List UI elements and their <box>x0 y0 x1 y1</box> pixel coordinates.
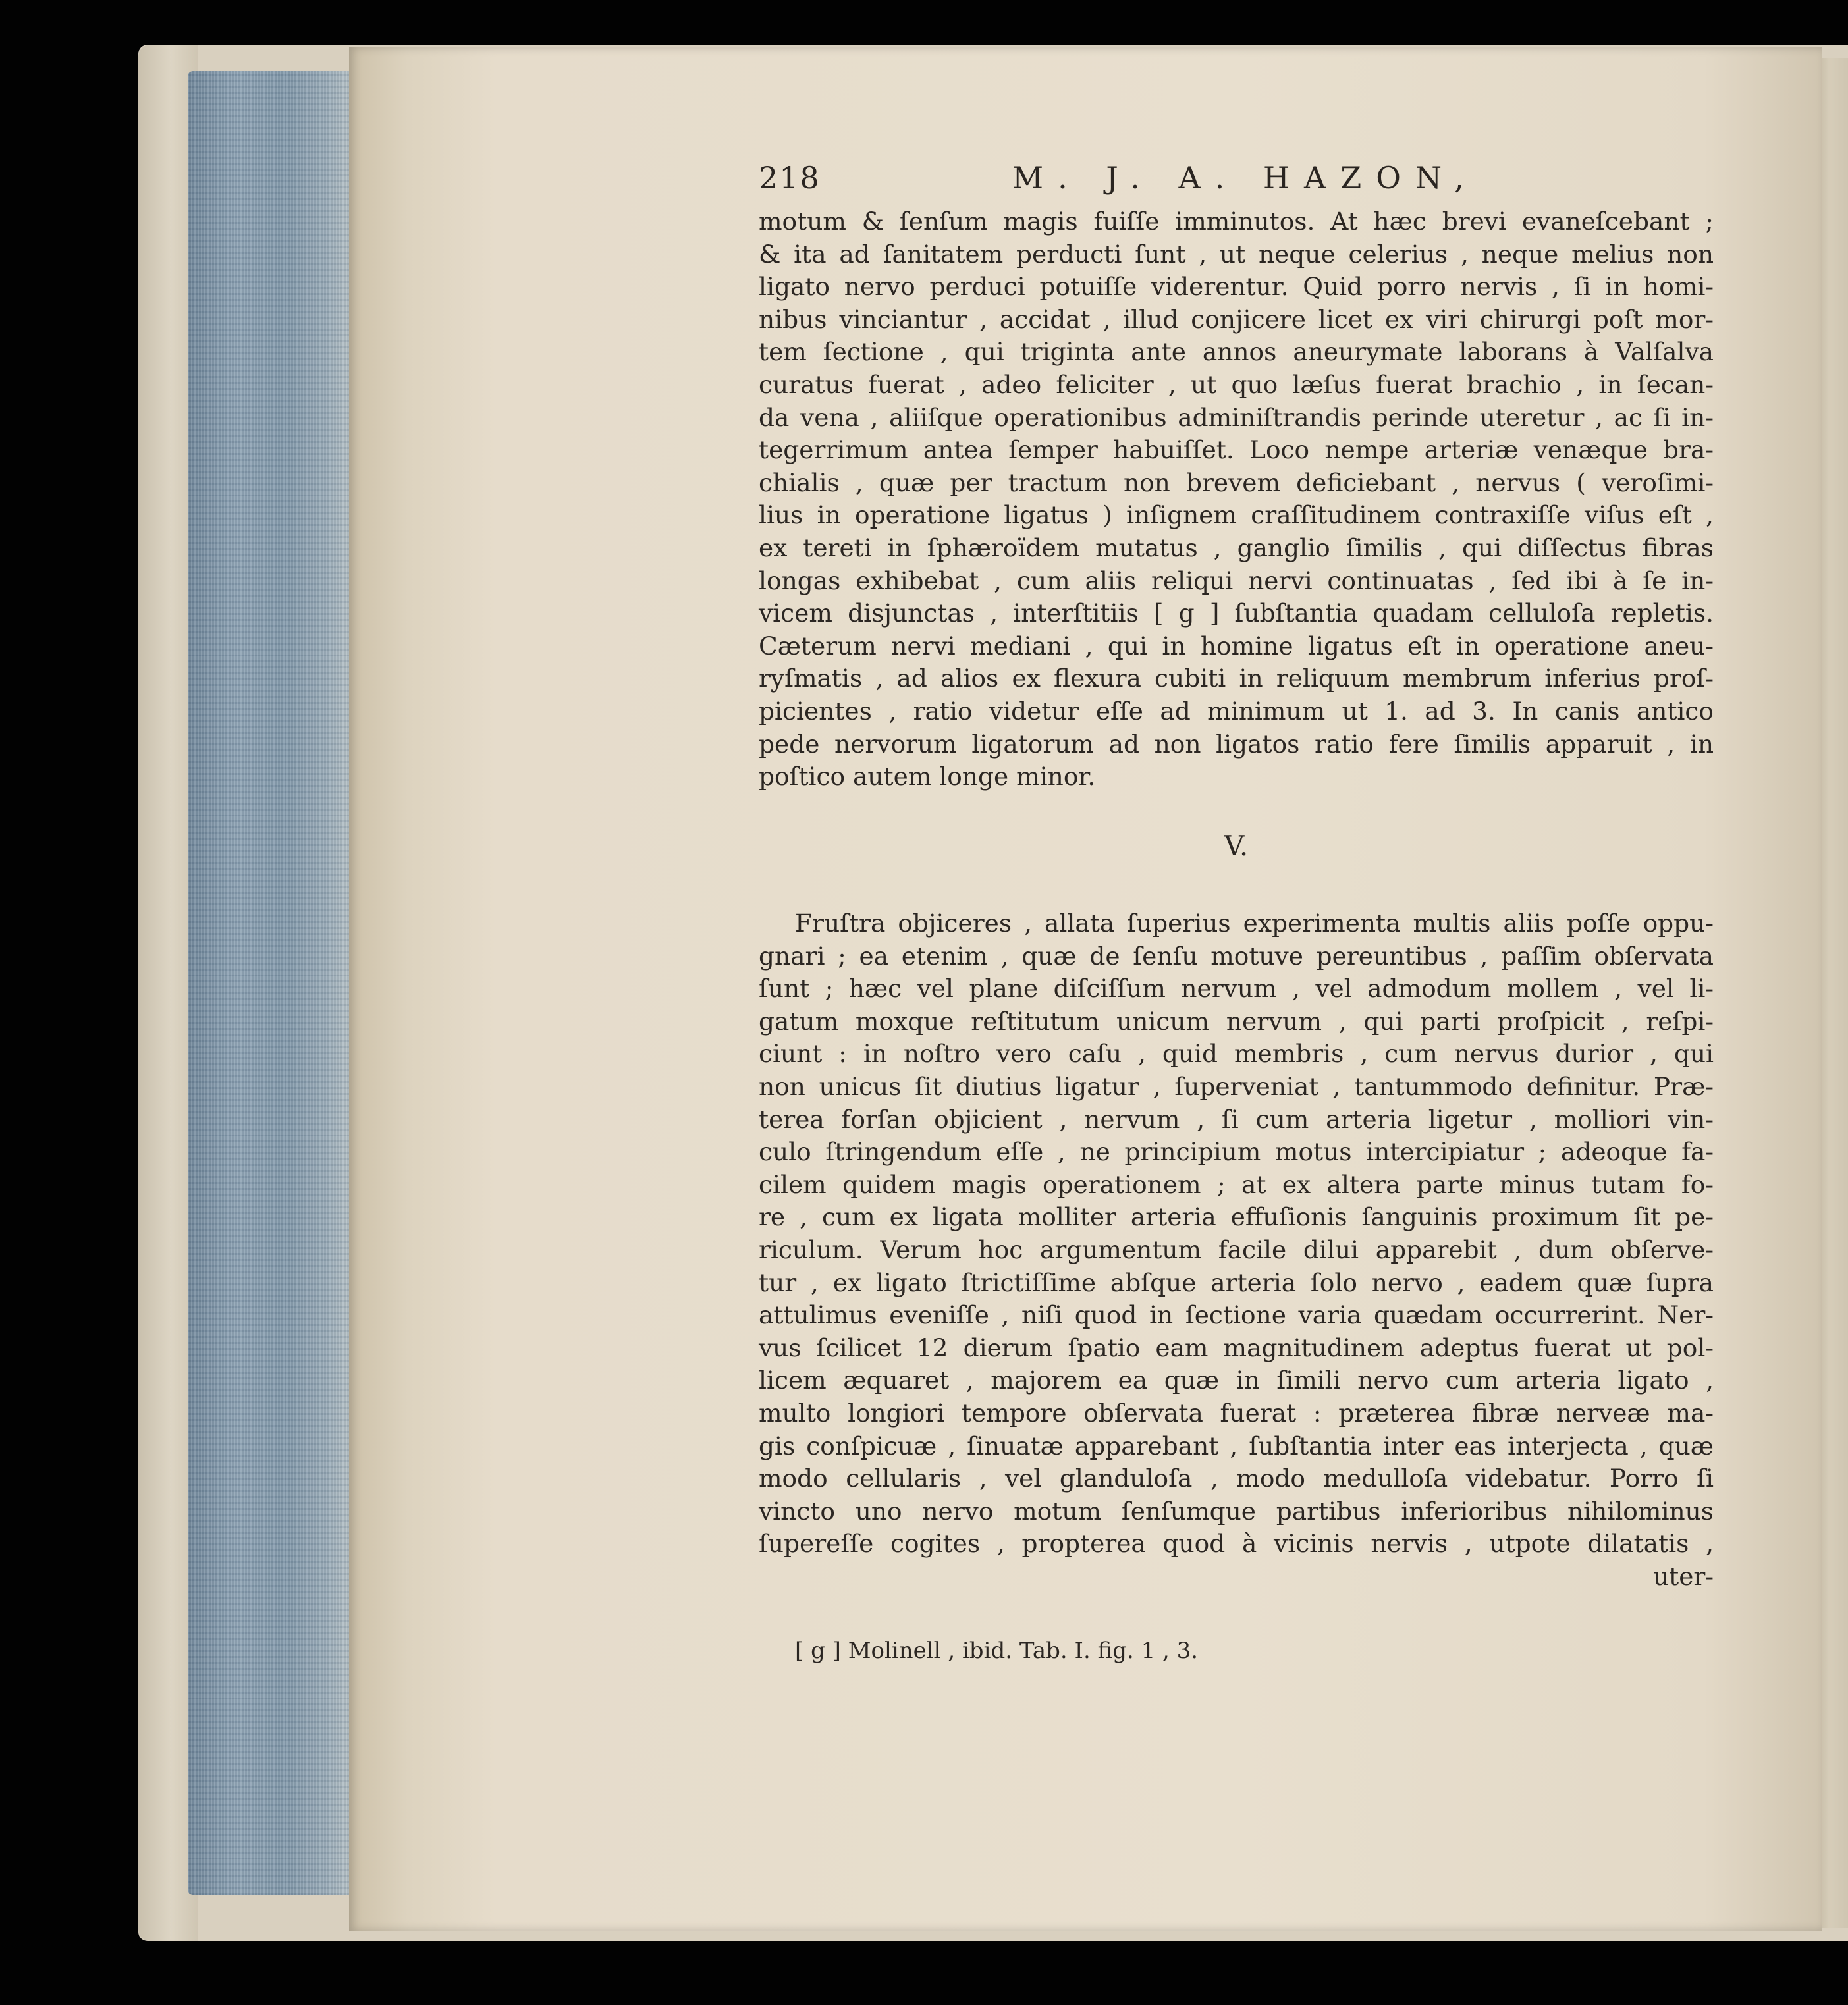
text-line: vicem disjunctas , interſtitiis [ g ] ſubſtantia quadam celluloſa repletis. <box>759 599 1714 628</box>
page-header <box>759 160 1714 200</box>
text-line: tegerrimum antea ſemper habuiſſet. Loco nempe arteriæ venæque bra- <box>759 435 1714 465</box>
page-number: 218 <box>759 160 821 196</box>
text-line: lius in operatione ligatus ) inſignem craſſitudinem contraxiſſe viſus eſt , <box>759 500 1714 530</box>
running-head: M. J. A. HAZON, <box>1012 160 1479 196</box>
text-line: ex tereti in ſphæroïdem mutatus , ganglio ſimilis , qui diſſectus fibras <box>759 533 1714 562</box>
text-line: nibus vinciantur , accidat , illud conjicere licet ex viri chirurgi poſt mor- <box>759 304 1714 334</box>
text-line: ryſmatis , ad alios ex flexura cubiti in reliquum membrum inferius proſ- <box>759 664 1714 693</box>
catchword: uter- <box>1652 1561 1714 1591</box>
text-line: vincto uno nervo motum ſenſumque partibus inferioribus nihilominus <box>759 1496 1714 1526</box>
paragraph-1 <box>759 205 1714 793</box>
text-line: ſupereſſe cogites , propterea quod à vicinis nervis , utpote dilatatis , <box>759 1529 1714 1559</box>
text-line: non unicus ſit diutius ligatur , ſuperveniat , tantummodo definitur. Præ- <box>759 1071 1714 1101</box>
text-line: Fruſtra objiceres , allata ſuperius experimenta multis aliis poſſe oppu- <box>795 909 1714 938</box>
text-line: ciunt : in noſtro vero caſu , quid membris , cum nervus durior , qui <box>759 1039 1714 1069</box>
text-line: riculum. Verum hoc argumentum facile dilui apparebit , dum obſerve- <box>759 1235 1714 1264</box>
text-line: chialis , quæ per tractum non brevem deficiebant , nervus ( veroſimi- <box>759 468 1714 497</box>
text-line: cilem quidem magis operationem ; at ex altera parte minus tutam fo- <box>759 1169 1714 1199</box>
text-line: vus ſcilicet 12 dierum ſpatio eam magnitudinem adeptus fuerat ut pol- <box>759 1333 1714 1362</box>
text-line: ſunt ; hæc vel plane diſciſſum nervum , vel admodum mollem , vel li- <box>759 974 1714 1003</box>
footnote: [ g ] Molinell , ibid. Tab. I. fig. 1 , 3. <box>795 1638 1199 1664</box>
text-line: picientes , ratio videtur eſſe ad minimum ut 1. ad 3. In canis antico <box>759 696 1714 726</box>
text-line: curatus fuerat , adeo feliciter , ut quo læſus fuerat brachio , in ſecan- <box>759 369 1714 399</box>
page-edges <box>188 71 352 1895</box>
text-line: culo ſtringendum eſſe , ne principium motus intercipiatur ; adeoque fa- <box>759 1137 1714 1167</box>
text-line: gnari ; ea etenim , quæ de ſenſu motuve pereuntibus , paſſim obſervata <box>759 941 1714 971</box>
text-line: motum & ſenſum magis fuiſſe imminutos. At hæc brevi evaneſcebant ; <box>759 207 1714 236</box>
text-line: & ita ad ſanitatem perducti ſunt , ut neque celerius , neque melius non <box>759 239 1714 269</box>
text-line: Cæterum nervi mediani , qui in homine ligatus eſt in operatione aneu- <box>759 631 1714 660</box>
text-line: modo cellularis , vel glanduloſa , modo medulloſa videbatur. Porro ſi <box>759 1464 1714 1493</box>
text-line: longas exhibebat , cum aliis reliqui nervi continuatas , ſed ibi à ſe in- <box>759 566 1714 595</box>
text-line: attulimus eveniſſe , niſi quod in ſectione varia quædam occurrerint. Ner- <box>759 1300 1714 1330</box>
paragraph-2 <box>759 907 1714 1593</box>
text-line: terea forſan objicient , nervum , ſi cum arteria ligetur , molliori vin- <box>759 1104 1714 1134</box>
text-line: re , cum ex ligata molliter arteria effuſionis ſanguinis proximum ſit pe- <box>759 1202 1714 1232</box>
text-line: tur , ex ligato ſtrictiſſime abſque arteria ſolo nervo , eadem quæ ſupra <box>759 1268 1714 1297</box>
text-line: tem ſectione , qui triginta ante annos aneurymate laborans à Valſalva <box>759 337 1714 367</box>
text-line: gatum moxque reſtitutum unicum nervum , qui parti proſpicit , reſpi- <box>759 1006 1714 1036</box>
text-line: da vena , aliiſque operationibus adminiſtrandis perinde uteretur , ac ſi in- <box>759 402 1714 432</box>
section-number: V. <box>1224 830 1249 862</box>
text-line: poſtico autem longe minor. <box>759 762 1096 791</box>
text-line: ligato nervo perduci potuiſſe viderentur. Quid porro nervis , ſi in homi- <box>759 272 1714 302</box>
text-line: multo longiori tempore obſervata fuerat : præterea fibræ nerveæ ma- <box>759 1398 1714 1428</box>
text-line: licem æquaret , majorem ea quæ in ſimili nervo cum arteria ligato , <box>759 1366 1714 1395</box>
text-line: gis conſpicuæ , ſinuatæ apparebant , ſubſtantia inter eas interjecta , quæ <box>759 1431 1714 1460</box>
text-line: pede nervorum ligatorum ad non ligatos ratio fere ſimilis apparuit , in <box>759 729 1714 759</box>
